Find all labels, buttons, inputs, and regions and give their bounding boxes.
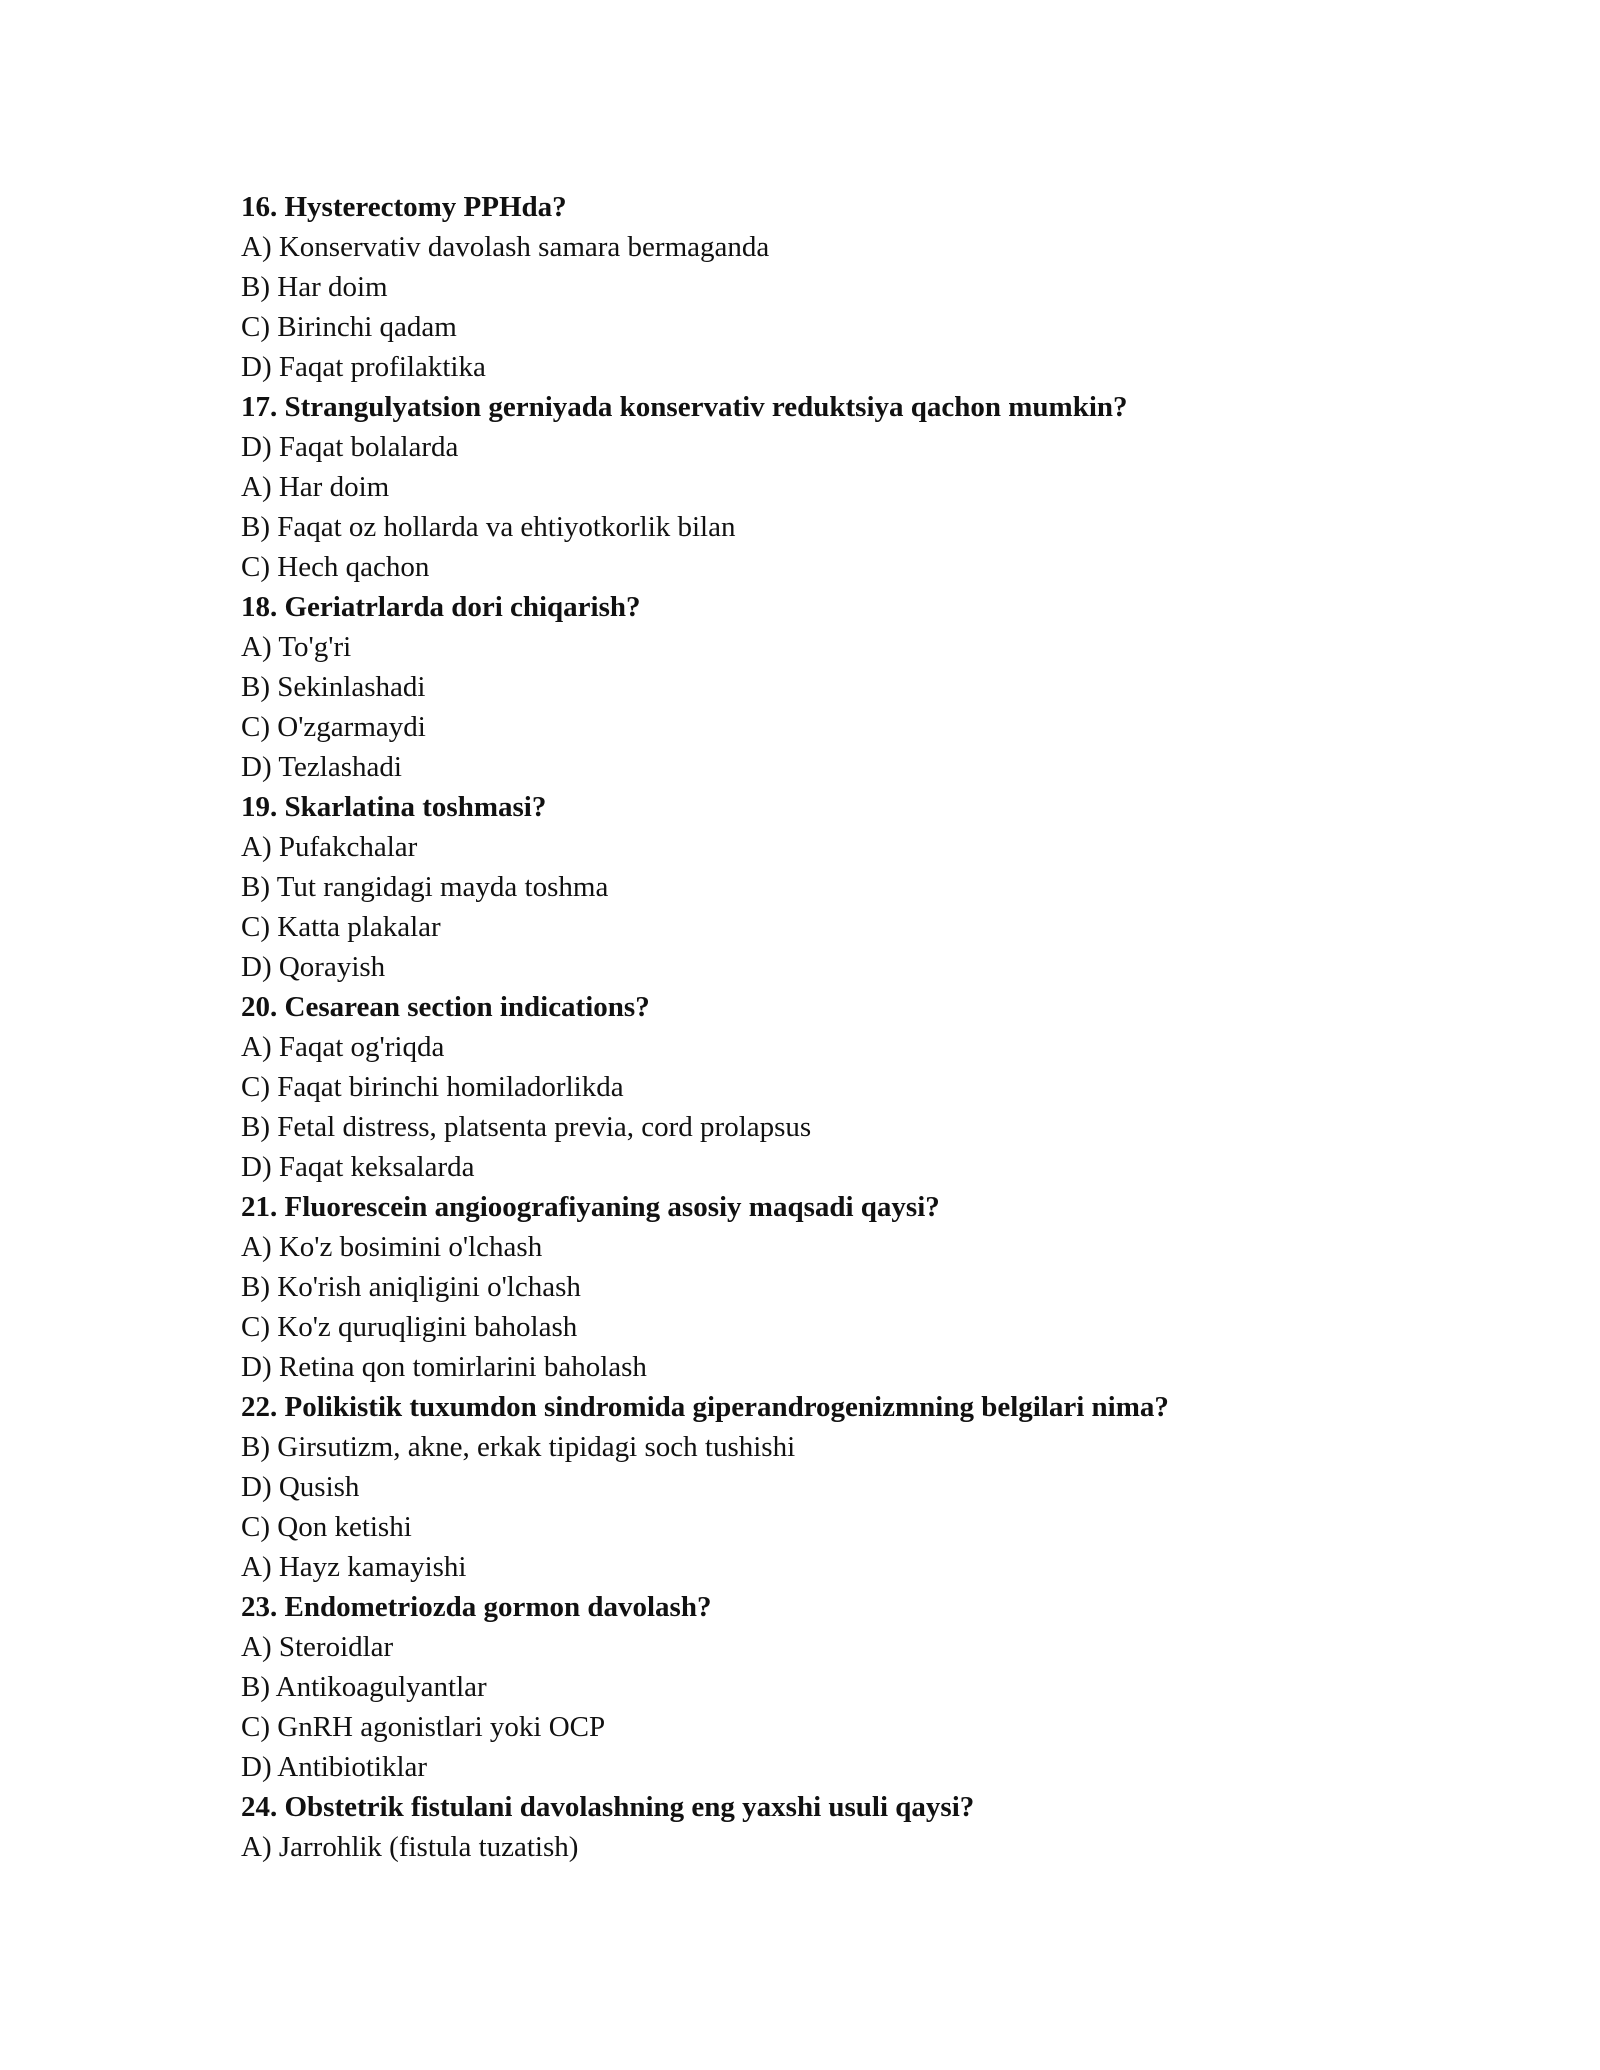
question-23 xyxy=(241,1587,1441,1787)
answer-option: A) Konservativ davolash samara bermaganda xyxy=(241,231,770,263)
answer-option: A) Steroidlar xyxy=(241,1631,394,1663)
answer-option: C) Qon ketishi xyxy=(241,1511,412,1543)
answer-option: A) Pufakchalar xyxy=(241,831,418,863)
answer-option: B) Ko'rish aniqligini o'lchash xyxy=(241,1271,581,1303)
question-text: 17. Strangulyatsion gerniyada konservativ reduktsiya qachon mumkin? xyxy=(241,391,1128,423)
answer-option: C) Hech qachon xyxy=(241,551,430,583)
answer-option: B) Girsutizm, akne, erkak tipidagi soch tushishi xyxy=(241,1431,796,1463)
answer-option: C) O'zgarmaydi xyxy=(241,711,426,743)
answer-option: B) Fetal distress, platsenta previa, cord prolapsus xyxy=(241,1111,812,1143)
document-page xyxy=(241,187,1441,1867)
answer-option: A) Ko'z bosimini o'lchash xyxy=(241,1231,543,1263)
answer-option: D) Qusish xyxy=(241,1471,360,1503)
answer-option: C) Birinchi qadam xyxy=(241,311,457,343)
answer-option: D) Retina qon tomirlarini baholash xyxy=(241,1351,647,1383)
answer-option: C) GnRH agonistlari yoki OCP xyxy=(241,1711,606,1743)
question-text: 16. Hysterectomy PPHda? xyxy=(241,191,567,223)
answer-option: D) Faqat bolalarda xyxy=(241,431,459,463)
answer-option: C) Faqat birinchi homiladorlikda xyxy=(241,1071,624,1103)
question-17 xyxy=(241,387,1441,587)
question-21 xyxy=(241,1187,1441,1387)
answer-option: B) Antikoagulyantlar xyxy=(241,1671,487,1703)
answer-option: B) Tut rangidagi mayda toshma xyxy=(241,871,609,903)
answer-option: D) Faqat keksalarda xyxy=(241,1151,475,1183)
answer-option: A) Har doim xyxy=(241,471,390,503)
answer-option: A) Jarrohlik (fistula tuzatish) xyxy=(241,1831,579,1863)
answer-option: B) Faqat oz hollarda va ehtiyotkorlik bilan xyxy=(241,511,736,543)
answer-option: B) Har doim xyxy=(241,271,388,303)
question-24 xyxy=(241,1787,1441,1867)
question-20 xyxy=(241,987,1441,1187)
question-text: 19. Skarlatina toshmasi? xyxy=(241,791,547,823)
question-text: 23. Endometriozda gormon davolash? xyxy=(241,1591,712,1623)
answer-option: D) Qorayish xyxy=(241,951,386,983)
question-18 xyxy=(241,587,1441,787)
answer-option: A) Faqat og'riqda xyxy=(241,1031,445,1063)
answer-option: C) Ko'z quruqligini baholash xyxy=(241,1311,578,1343)
answer-option: D) Antibiotiklar xyxy=(241,1751,428,1783)
question-19 xyxy=(241,787,1441,987)
question-text: 18. Geriatrlarda dori chiqarish? xyxy=(241,591,641,623)
question-16 xyxy=(241,187,1441,387)
question-22 xyxy=(241,1387,1441,1587)
answer-option: B) Sekinlashadi xyxy=(241,671,426,703)
question-text: 20. Cesarean section indications? xyxy=(241,991,650,1023)
question-text: 21. Fluorescein angioografiyaning asosiy maqsadi qaysi? xyxy=(241,1191,940,1223)
answer-option: C) Katta plakalar xyxy=(241,911,441,943)
answer-option: A) Hayz kamayishi xyxy=(241,1551,467,1583)
answer-option: A) To'g'ri xyxy=(241,631,352,663)
answer-option: D) Faqat profilaktika xyxy=(241,351,486,383)
question-text: 24. Obstetrik fistulani davolashning eng yaxshi usuli qaysi? xyxy=(241,1791,975,1823)
answer-option: D) Tezlashadi xyxy=(241,751,402,783)
question-text: 22. Polikistik tuxumdon sindromida giperandrogenizmning belgilari nima? xyxy=(241,1391,1169,1423)
